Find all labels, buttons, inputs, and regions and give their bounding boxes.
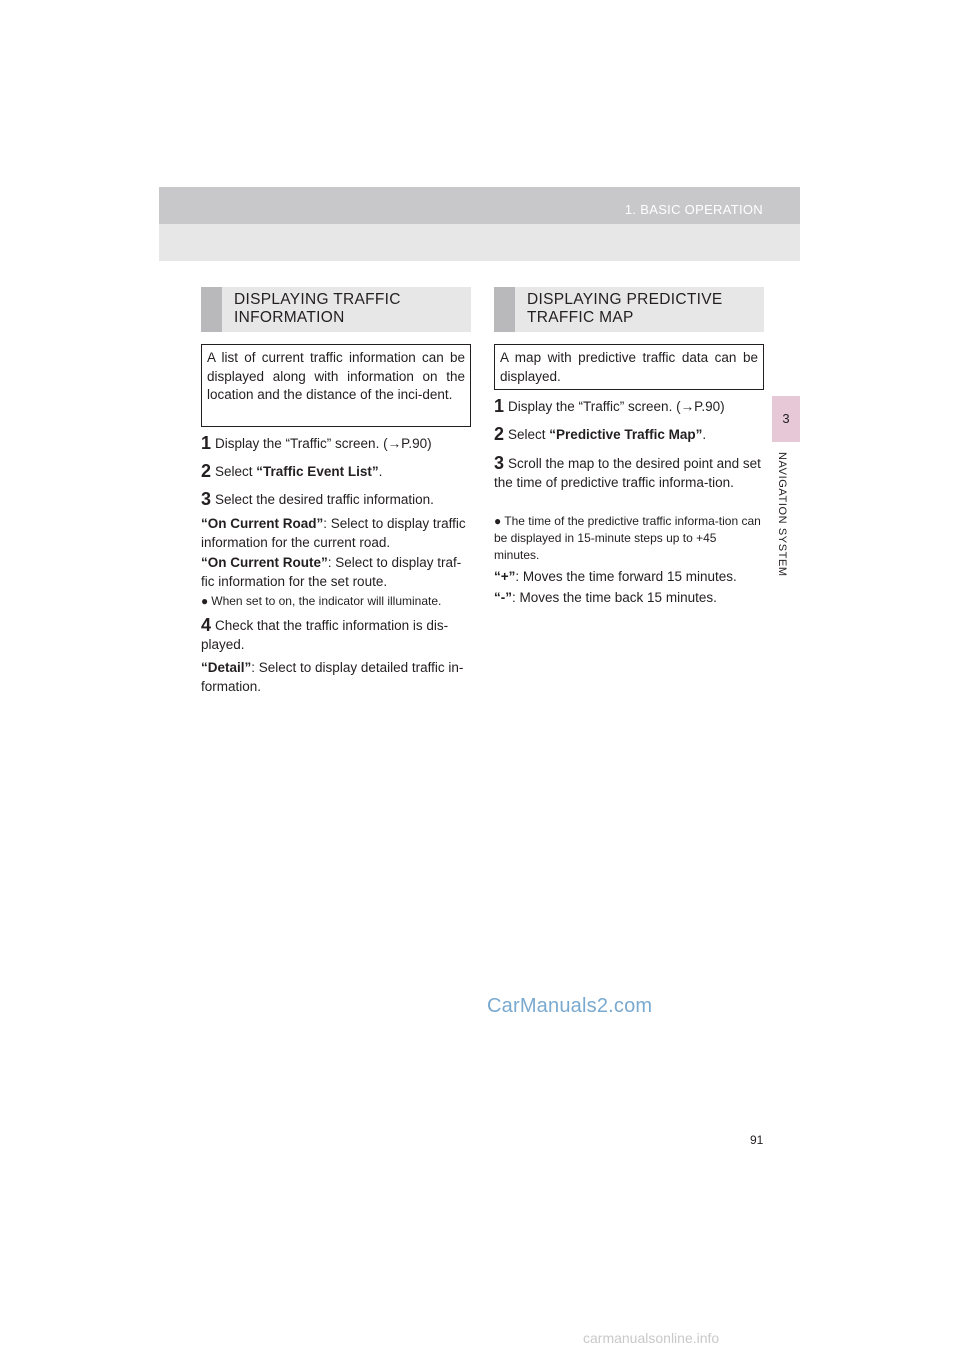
right-heading-text	[527, 291, 723, 327]
step-number: 2	[494, 424, 505, 444]
section-tab-label	[776, 452, 796, 602]
right-option-plus	[494, 567, 764, 586]
step-number: 1	[201, 433, 212, 453]
step-text: Select the desired traffic information.	[215, 492, 434, 507]
left-step-1	[201, 434, 471, 453]
step-text: Check that the traffic information is dis-played.	[201, 618, 449, 652]
bullet-dot-icon: ●	[201, 594, 209, 608]
right-option-minus	[494, 588, 764, 607]
step-button-ref: “Traffic Event List”	[256, 464, 379, 479]
left-option-current-route	[201, 553, 471, 591]
step-number: 3	[201, 489, 212, 509]
left-intro-box: A list of current traffic information can be displayed along with information on the location and the distance of the inci-dent.	[201, 344, 471, 427]
chapter-title: 1. BASIC OPERATION	[624, 202, 763, 217]
header-sub-bar	[159, 224, 800, 261]
option-desc: : Select to display traf-fic information for the set route.	[201, 555, 462, 589]
right-step-3	[494, 454, 764, 492]
right-intro-box: A map with predictive traffic data can be displayed.	[494, 344, 764, 390]
section-tab-number: 3	[782, 411, 790, 426]
option-desc: : Select to display traffic information for the current road.	[201, 516, 466, 550]
right-heading-line1: DISPLAYING PREDICTIVE	[527, 291, 723, 308]
left-step-3	[201, 490, 471, 509]
option-label: “On Current Road”	[201, 516, 324, 531]
left-option-current-road	[201, 514, 471, 552]
left-heading-text	[234, 291, 401, 327]
right-step-2	[494, 425, 764, 444]
option-label: “On Current Route”	[201, 555, 328, 570]
step-number: 2	[201, 461, 212, 481]
step-text: Display the “Traffic” screen. (→P.90)	[508, 399, 725, 414]
bullet-dot-icon: ●	[494, 514, 502, 528]
left-option-detail	[201, 658, 471, 696]
option-label: “+”	[494, 569, 516, 584]
heading-stripe	[201, 287, 222, 332]
footer-watermark: carmanualsonline.info	[583, 1330, 720, 1346]
left-step-2	[201, 462, 471, 481]
step-text-end: .	[702, 427, 707, 442]
watermark-logo: CarManuals2.com	[487, 995, 653, 1017]
option-label: “-”	[494, 590, 512, 605]
left-step-4	[201, 616, 471, 654]
section-tab-label-text: NAVIGATION SYSTEM	[776, 452, 788, 577]
right-step-1	[494, 397, 764, 416]
right-section-heading	[494, 287, 764, 332]
step-number: 4	[201, 615, 212, 635]
page-number: 91	[750, 1133, 764, 1147]
left-heading-line2: INFORMATION	[234, 309, 345, 326]
step-number: 3	[494, 453, 505, 473]
option-label: “Detail”	[201, 660, 252, 675]
bullet-text: When set to on, the indicator will illuminate.	[211, 594, 442, 608]
left-heading-line1: DISPLAYING TRAFFIC	[234, 291, 401, 308]
option-desc: : Moves the time forward 15 minutes.	[515, 569, 737, 584]
heading-stripe	[494, 287, 515, 332]
left-section-heading	[201, 287, 471, 332]
right-bullet-note	[494, 513, 764, 564]
step-text: Select	[508, 427, 550, 442]
step-text: Scroll the map to the desired point and set the time of predictive traffic informa-tion.	[494, 456, 761, 490]
section-tab	[772, 396, 800, 442]
step-button-ref: “Predictive Traffic Map”	[549, 427, 703, 442]
step-text: Select	[215, 464, 257, 479]
right-heading-line2: TRAFFIC MAP	[527, 309, 634, 326]
step-number: 1	[494, 396, 505, 416]
option-desc: : Select to display detailed traffic in-formation.	[201, 660, 464, 694]
step-text: Display the “Traffic” screen. (→P.90)	[215, 436, 432, 451]
step-text-end: .	[378, 464, 383, 479]
bullet-text: The time of the predictive traffic informa-tion can be displayed in 15-minute steps up to +45 minutes.	[494, 514, 761, 562]
option-desc: : Moves the time back 15 minutes.	[512, 590, 717, 605]
left-bullet-note	[201, 593, 473, 610]
